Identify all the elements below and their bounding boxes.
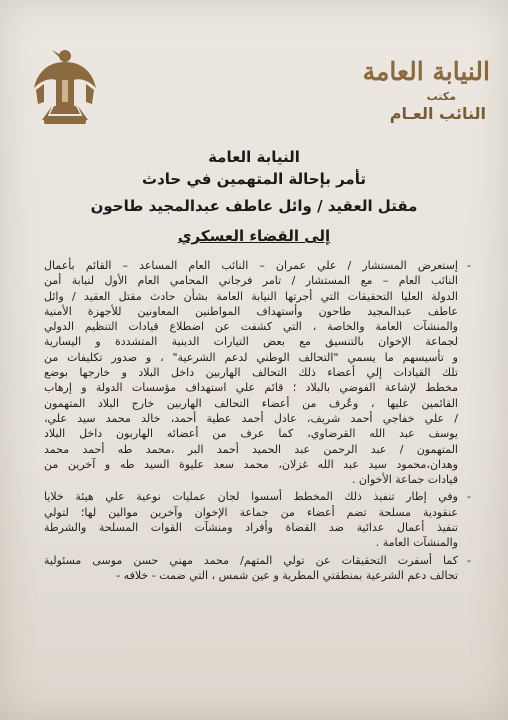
paragraph-line: النائب العام – مع المستشار / تامر فرجاني المحامي العام الأول لنيابة أمن bbox=[44, 274, 458, 288]
paragraph-line: تحالف دعم الشرعية بمنطقتي المطرية و عين شمس ، التي ضمت - خلافه - bbox=[116, 568, 458, 582]
paragraph-line: و تأسيسهم ما يسمي "التحالف الوطني لدعم الشرعية" ، و صدور تكليفات من bbox=[44, 350, 458, 364]
paragraph-line: مخطط لإشاعة الفوضي بالبلاد ؛ قائم علي استهداف مؤسسات الدولة و إرهاب bbox=[44, 381, 458, 395]
paragraph-line: وهدان،محمود سيد عبد الله غزلان، محمد سعد عليوة السيد طه و آخرين من bbox=[44, 457, 458, 471]
paragraph-line: تنفيذ أعمال عدائية ضد القضاة وأفراد ومنشآت القوات المسلحة والشرطة bbox=[44, 521, 458, 535]
office-name: النيابة العامة bbox=[362, 57, 490, 86]
office-title: النائب العـام bbox=[389, 104, 486, 123]
paragraph-line: الدولة العليا التحقيقات التي أجرتها النيابة العامة بشأن حادث مقتل العقيد / وائل bbox=[44, 289, 458, 303]
paragraph-bullet: - bbox=[467, 553, 471, 567]
paragraph-line: القائمين عليها ، وعُرف من أعضاء التحالف الهاربين خارج البلاد المتهمون bbox=[44, 396, 458, 410]
paragraph-line: قيادات جماعة الأخوان . bbox=[351, 473, 458, 487]
paragraph-line: المتهمون / عبد الرحمن عبد الحميد أحمد البر ،محمد طه أحمد محمد bbox=[44, 442, 458, 456]
paragraph-line: وفي إطار تنفيذ ذلك المخطط أسسوا لجان عمليات نوعية علي هيئة خلايا bbox=[44, 490, 458, 504]
paragraph-bullet: - bbox=[467, 259, 471, 272]
body-paragraph bbox=[44, 553, 474, 584]
paragraph-line: كما أسفرت التحقيقات عن تولي المتهم/ محمد مهني حسن موسى مسئولية bbox=[44, 553, 458, 567]
paragraph-line: إستعرض المستشار / علي عمران – النائب العام المساعد – القائم بأعمال bbox=[44, 259, 458, 272]
paragraph-bullet: - bbox=[467, 490, 471, 504]
eagle-emblem-icon bbox=[30, 44, 100, 130]
heading-case: مقتل العقيد / وائل عاطف عبدالمجيد طاحون bbox=[90, 197, 418, 215]
paragraph-line: عاطف عبدالمجيد طاحون وأستهداف المواطنين المعاونين للأجهزة الأمنية bbox=[44, 304, 458, 318]
paragraph-line: لجماعة الإخوان بالتنسيق مع بعض التيارات الدينية المتشددة و اليسارية bbox=[44, 335, 458, 349]
body-paragraph bbox=[44, 258, 474, 487]
heading-military-court: إلى القضاء العسكري bbox=[177, 227, 331, 245]
paragraph-line: والمنشآت العامة . bbox=[375, 536, 458, 550]
document-body bbox=[44, 258, 474, 585]
paragraph-line: والمنشآت العامة والخاصة ، التي كشفت عن اضطلاع قيادات التنظيم الدولي bbox=[44, 320, 458, 334]
paragraph-line: تلك القيادات إلي أعضاء ذلك التحالف الهاربين داخل البلاد و خارجها بوضع bbox=[44, 366, 458, 380]
paragraph-line: يوسف عبد الله القرضاوي، كما عرف من أعضائه الهاربون داخل البلاد bbox=[44, 427, 458, 441]
body-paragraph bbox=[44, 489, 474, 550]
paragraph-line: عنقودية مسلحة تضم أعضاء من جماعة الإخوان وآخرين موالين لها؛ لتولي bbox=[44, 505, 458, 519]
heading-authority: النيابة العامة bbox=[208, 148, 300, 166]
office-label: مكتب bbox=[426, 90, 456, 103]
paragraph-line: / علي خفاجي أحمد شريف، عادل أحمد عطية أحمد، خالد محمد سيد علي، bbox=[44, 411, 458, 425]
heading-order: تأمر بإحالة المتهمين في حادث bbox=[142, 170, 366, 188]
